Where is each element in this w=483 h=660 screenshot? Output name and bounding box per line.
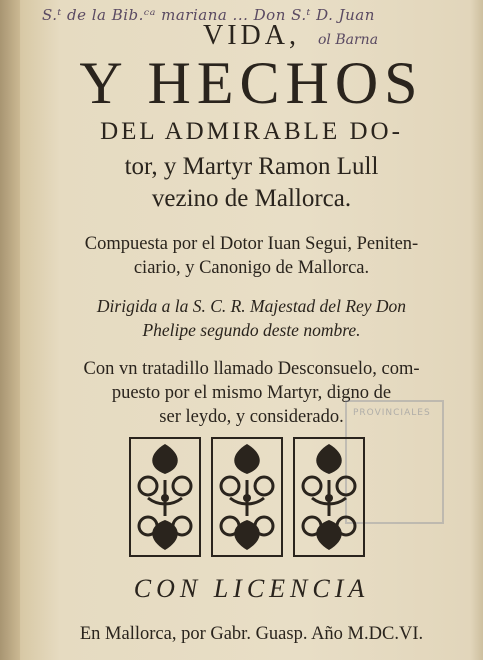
license-line: CON LICENCIA (133, 574, 370, 603)
dedication-line-1: Dirigida a la S. C. R. Majestad del Rey Don (96, 296, 407, 316)
title-line-3: DEL ADMIRABLE DO- (100, 118, 403, 145)
title-line-4: tor, y Martyr Ramon Lull (124, 153, 379, 180)
title-vida: VIDA, (203, 20, 300, 51)
dedication-line-2: Phelipe segundo deste nombre. (142, 320, 361, 340)
title-line-5: vezino de Mallorca. (151, 185, 352, 212)
title-hechos: Y HECHOS (79, 50, 424, 116)
stamp-text: PROVINCIALES (353, 408, 431, 418)
dedication (20, 294, 483, 342)
handwritten-inscription: S.ᵗ de la Bib.ᶜᵃ mariana ... Don S.ᵗ D. Juan (42, 6, 375, 24)
ornament-left (130, 438, 200, 556)
author-line-2: ciario, y Canonigo de Mallorca. (133, 258, 370, 278)
printer-ornaments (128, 436, 368, 562)
handwritten-inscription-2: ol Barna (318, 32, 379, 48)
imprint-line: En Mallorca, por Gabr. Guasp. Año M.DC.VI. (79, 624, 424, 644)
binding-gutter (0, 0, 20, 660)
appendix-line-2: puesto por el mismo Martyr, digno de (111, 383, 392, 403)
appendix-line-1: Con vn tratadillo llamado Desconsuelo, com- (83, 359, 420, 379)
author-statement (20, 232, 483, 280)
ornament-middle (212, 438, 282, 556)
ornament-right (294, 438, 364, 556)
author-line-1: Compuesta por el Dotor Iuan Segui, Peniten- (84, 234, 419, 254)
appendix-line-3: ser leydo, y considerado. (159, 407, 344, 427)
